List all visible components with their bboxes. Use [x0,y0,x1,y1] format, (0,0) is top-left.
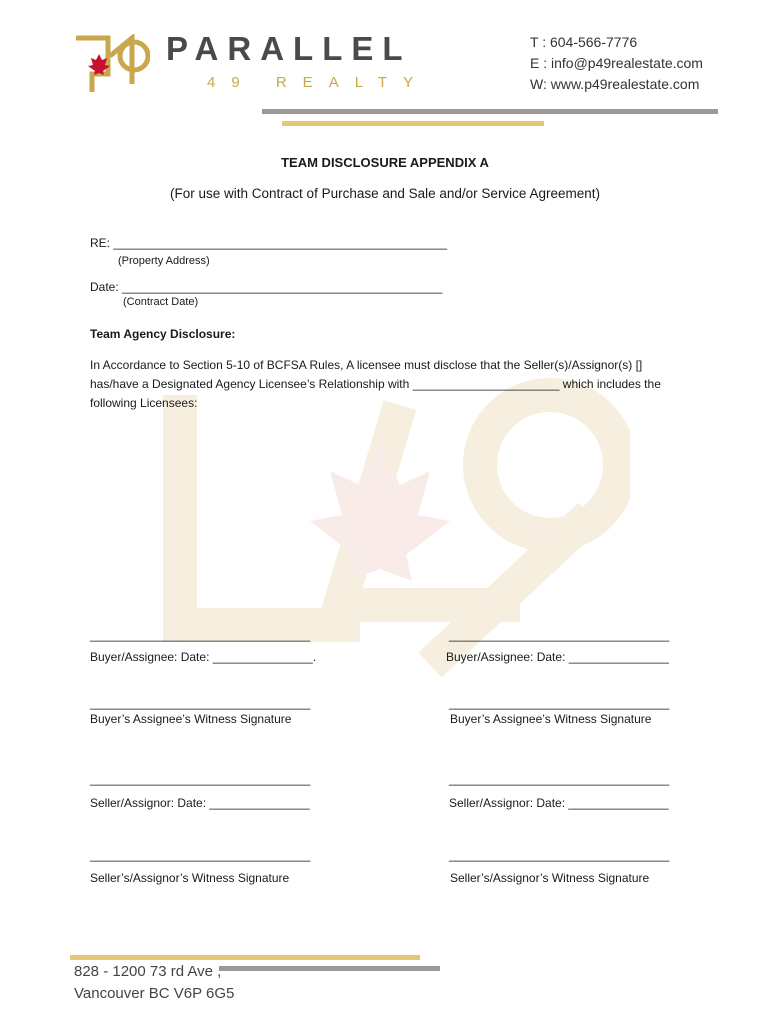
footer-gray-bar [219,966,440,971]
document-title: TEAM DISCLOSURE APPENDIX A [281,155,489,170]
brand-name: PARALLEL [166,30,412,67]
disclosure-paragraph: In Accordance to Section 5-10 of BCFSA Rules, A licensee must disclose that the Seller(s)/Assignor(s) [] has/have a Designated Agency Licensee’s Relationship with ______________________ which includes the following Licensees: [90,358,661,410]
buyer-date-left[interactable]: Buyer/Assignee: Date: _______________. [90,650,317,664]
p49-logo-icon [72,34,150,96]
seller-signature-line-right[interactable]: _________________________________ [449,772,670,786]
buyer-witness-label-left: Buyer’s Assignee’s Witness Signature [90,712,292,726]
date-field[interactable]: Date: ________________________________________________ [90,280,443,294]
seller-witness-label-right: Seller’s/Assignor’s Witness Signature [450,871,650,885]
buyer-signature-line-right[interactable]: _________________________________ [449,628,670,642]
seller-date-right[interactable]: Seller/Assignor: Date: _______________ [449,796,669,810]
property-address-label: (Property Address) [118,255,210,267]
email-text: E : info@p49realestate.com [530,55,703,71]
header-gold-bar [282,121,544,126]
re-field[interactable]: RE: __________________________________________________ [90,236,448,250]
seller-witness-line-left[interactable]: _________________________________ [90,848,311,862]
brand-subtitle: 49 REALTY [207,74,430,91]
contact-block [530,32,703,95]
buyer-witness-line-right[interactable]: _________________________________ [449,696,670,710]
contract-date-label: (Contract Date) [123,296,199,308]
address-line-2: Vancouver BC V6P 6G5 [74,985,235,1002]
footer-address [74,961,234,1005]
document-subtitle: (For use with Contract of Purchase and Sale and/or Service Agreement) [170,186,600,201]
buyer-signature-line-left[interactable]: _________________________________ [90,628,311,642]
address-line-1: 828 - 1200 73 rd Ave , [74,963,222,980]
p49-watermark-icon [150,365,630,695]
seller-signature-line-left[interactable]: _________________________________ [90,772,311,786]
header-gray-bar [262,109,718,114]
phone-text: T : 604-566-7776 [530,34,638,50]
buyer-date-right[interactable]: Buyer/Assignee: Date: _______________ [446,650,669,664]
seller-witness-label-left: Seller’s/Assignor’s Witness Signature [90,871,290,885]
buyer-witness-label-right: Buyer’s Assignee’s Witness Signature [450,712,652,726]
section-heading: Team Agency Disclosure: [90,327,236,341]
website-text: W: www.p49realestate.com [530,76,700,92]
seller-date-left[interactable]: Seller/Assignor: Date: _______________ [90,796,310,810]
buyer-witness-line-left[interactable]: _________________________________ [90,696,311,710]
seller-witness-line-right[interactable]: _________________________________ [449,848,670,862]
footer-gold-bar [70,955,420,960]
